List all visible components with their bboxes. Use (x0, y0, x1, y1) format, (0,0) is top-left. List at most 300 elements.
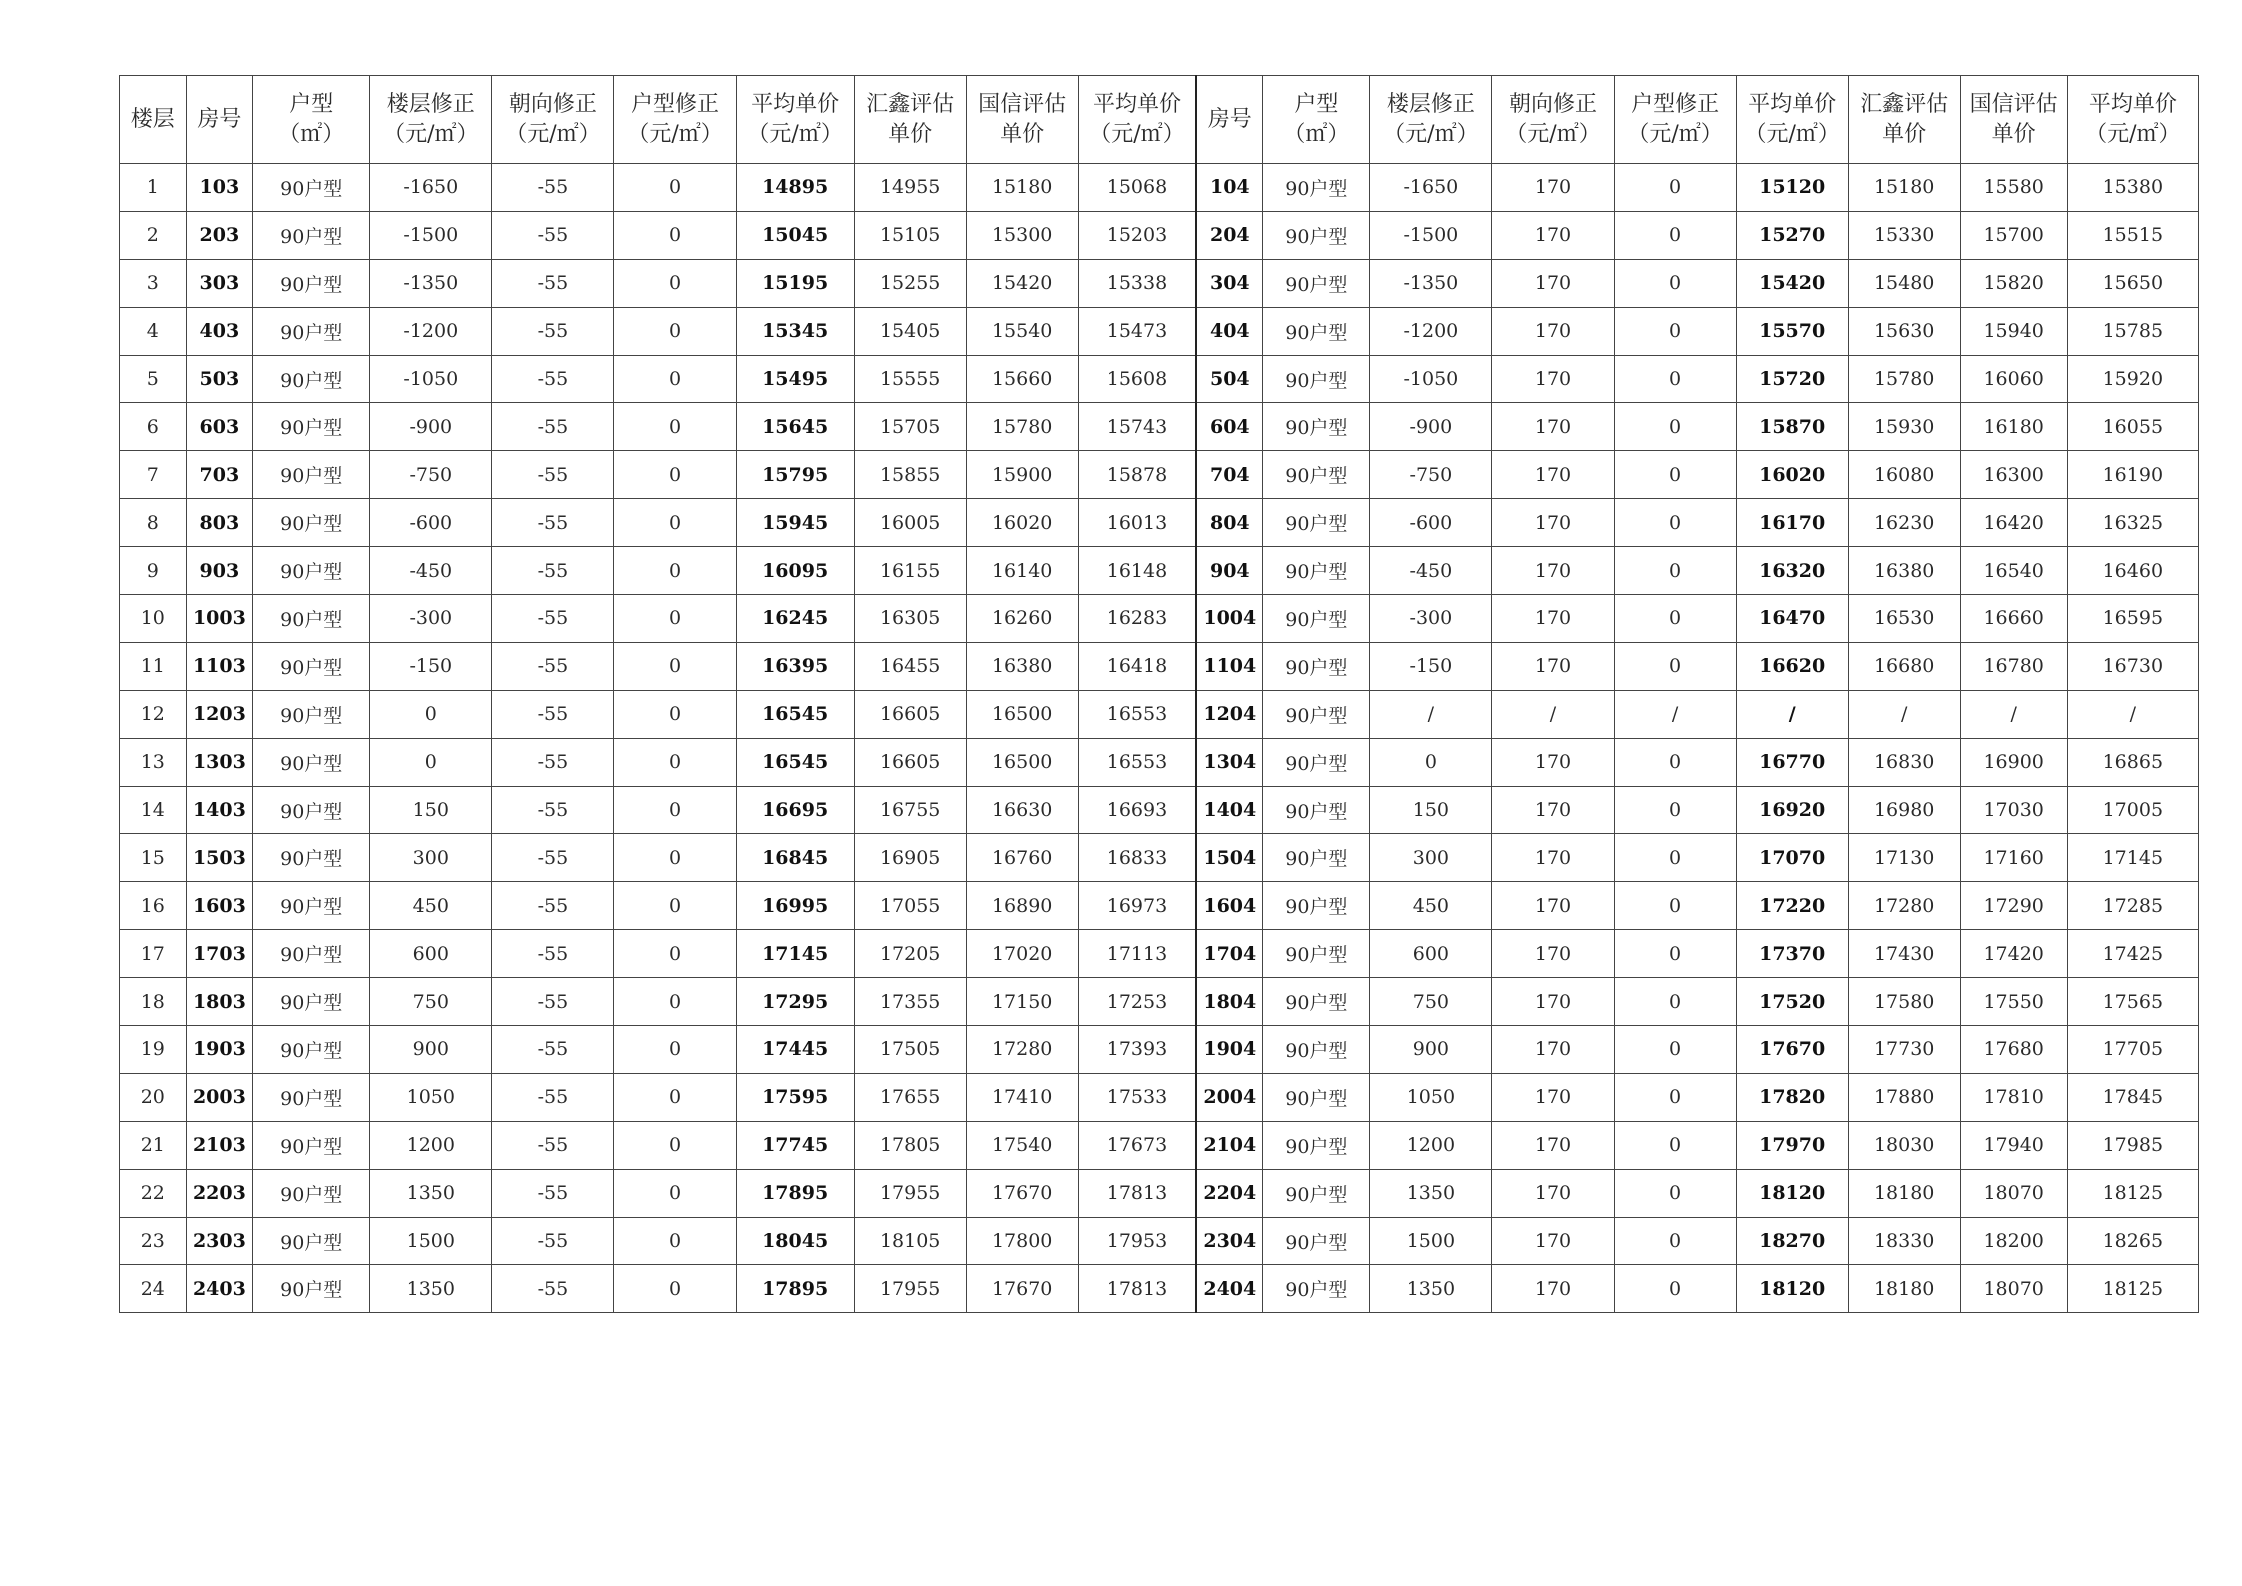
table-cell: 18120 (1736, 1169, 1848, 1217)
table-cell: 16500 (966, 738, 1078, 786)
table-row (120, 642, 2199, 690)
table-cell: / (1848, 690, 1960, 738)
table-cell: 16605 (854, 738, 966, 786)
table-cell: 2403 (186, 1265, 253, 1313)
table-cell: 16095 (736, 547, 854, 595)
column-header: 汇鑫评估 单价 (854, 76, 966, 164)
table-cell: 1500 (1370, 1217, 1492, 1265)
table-cell: 17580 (1848, 978, 1960, 1026)
table-cell: 16420 (1960, 499, 2067, 547)
table-cell: / (2067, 690, 2198, 738)
table-cell: 0 (614, 642, 736, 690)
table-cell: 17070 (1736, 834, 1848, 882)
table-cell: -55 (492, 978, 614, 1026)
table-cell: 17113 (1078, 930, 1196, 978)
table-cell: 90户型 (1263, 978, 1370, 1026)
table-cell: 0 (614, 211, 736, 259)
table-cell: 1304 (1196, 738, 1263, 786)
table-cell: 15338 (1078, 259, 1196, 307)
table-cell: 15878 (1078, 451, 1196, 499)
table-cell: 16300 (1960, 451, 2067, 499)
table-cell: 17445 (736, 1026, 854, 1074)
table-cell: 15570 (1736, 307, 1848, 355)
table-cell: 24 (120, 1265, 187, 1313)
table-cell: 603 (186, 403, 253, 451)
table-cell: 14 (120, 786, 187, 834)
column-header: 户型 （㎡） (253, 76, 370, 164)
table-cell: 15855 (854, 451, 966, 499)
table-cell: 504 (1196, 355, 1263, 403)
table-cell: 90户型 (253, 451, 370, 499)
table-cell: 17430 (1848, 930, 1960, 978)
table-cell: 170 (1492, 547, 1614, 595)
table-cell: 0 (1614, 547, 1736, 595)
table-cell: 18180 (1848, 1265, 1960, 1313)
table-cell: 600 (370, 930, 492, 978)
table-cell: 0 (1370, 738, 1492, 786)
table-cell: 16080 (1848, 451, 1960, 499)
table-cell: 15540 (966, 307, 1078, 355)
table-cell: 104 (1196, 164, 1263, 212)
table-row (120, 499, 2199, 547)
column-header: 汇鑫评估 单价 (1848, 76, 1960, 164)
table-cell: -55 (492, 259, 614, 307)
table-cell: 15180 (1848, 164, 1960, 212)
table-cell: 0 (614, 834, 736, 882)
table-cell: 0 (1614, 1217, 1736, 1265)
table-cell: 16470 (1736, 595, 1848, 643)
table-row (120, 690, 2199, 738)
table-row (120, 307, 2199, 355)
table-cell: 16553 (1078, 738, 1196, 786)
table-cell: 10 (120, 595, 187, 643)
table-row (120, 547, 2199, 595)
table-cell: 0 (1614, 451, 1736, 499)
table-cell: 0 (1614, 1169, 1736, 1217)
table-cell: 16865 (2067, 738, 2198, 786)
table-body (120, 164, 2199, 1313)
table-cell: 90户型 (253, 834, 370, 882)
table-cell: 704 (1196, 451, 1263, 499)
table-cell: 1500 (370, 1217, 492, 1265)
table-cell: 18070 (1960, 1169, 2067, 1217)
table-cell: 90户型 (1263, 547, 1370, 595)
table-cell: 2203 (186, 1169, 253, 1217)
table-cell: 90户型 (1263, 595, 1370, 643)
table-cell: 90户型 (253, 1217, 370, 1265)
table-cell: 170 (1492, 930, 1614, 978)
table-cell: 90户型 (1263, 211, 1370, 259)
table-row (120, 1265, 2199, 1313)
table-cell: 16730 (2067, 642, 2198, 690)
table-cell: 15555 (854, 355, 966, 403)
table-cell: 303 (186, 259, 253, 307)
table-cell: 15945 (736, 499, 854, 547)
table-cell: 17953 (1078, 1217, 1196, 1265)
table-cell: 17290 (1960, 882, 2067, 930)
table-cell: 17520 (1736, 978, 1848, 1026)
table-cell: 170 (1492, 642, 1614, 690)
table-cell: 0 (614, 690, 736, 738)
table-cell: 16760 (966, 834, 1078, 882)
table-cell: -55 (492, 355, 614, 403)
table-cell: 170 (1492, 451, 1614, 499)
table-cell: 17895 (736, 1265, 854, 1313)
table-cell: 170 (1492, 786, 1614, 834)
table-cell: 16013 (1078, 499, 1196, 547)
table-cell: 15300 (966, 211, 1078, 259)
table-cell: 90户型 (1263, 690, 1370, 738)
table-cell: 18330 (1848, 1217, 1960, 1265)
table-cell: 16545 (736, 690, 854, 738)
table-cell: 0 (1614, 403, 1736, 451)
table-cell: 3 (120, 259, 187, 307)
table-cell: 0 (1614, 211, 1736, 259)
table-cell: 17253 (1078, 978, 1196, 1026)
table-cell: 304 (1196, 259, 1263, 307)
table-cell: 1603 (186, 882, 253, 930)
table-cell: 90户型 (253, 1265, 370, 1313)
table-cell: 17285 (2067, 882, 2198, 930)
table-cell: 2 (120, 211, 187, 259)
table-cell: 703 (186, 451, 253, 499)
table-cell: 15820 (1960, 259, 2067, 307)
table-cell: -450 (370, 547, 492, 595)
table-cell: 15515 (2067, 211, 2198, 259)
table-cell: 1200 (1370, 1121, 1492, 1169)
table-cell: 90户型 (1263, 499, 1370, 547)
table-cell: 170 (1492, 211, 1614, 259)
table-cell: 18 (120, 978, 187, 1026)
table-cell: 7 (120, 451, 187, 499)
table-cell: 17150 (966, 978, 1078, 1026)
table-cell: 17355 (854, 978, 966, 1026)
table-cell: 17550 (1960, 978, 2067, 1026)
table-row (120, 1121, 2199, 1169)
table-row (120, 882, 2199, 930)
table-cell: 15870 (1736, 403, 1848, 451)
table-cell: 170 (1492, 307, 1614, 355)
table-cell: 18180 (1848, 1169, 1960, 1217)
table-row (120, 595, 2199, 643)
table-cell: 2204 (1196, 1169, 1263, 1217)
table-cell: 170 (1492, 738, 1614, 786)
table-cell: 1350 (370, 1265, 492, 1313)
table-cell: 17 (120, 930, 187, 978)
table-cell: 16020 (966, 499, 1078, 547)
table-cell: 90户型 (1263, 786, 1370, 834)
table-cell: 16780 (1960, 642, 2067, 690)
table-cell: -1500 (1370, 211, 1492, 259)
table-cell: 15630 (1848, 307, 1960, 355)
table-cell: 90户型 (1263, 451, 1370, 499)
table-cell: 18265 (2067, 1217, 2198, 1265)
table-cell: 170 (1492, 882, 1614, 930)
table-cell: 0 (1614, 1121, 1736, 1169)
table-cell: 1804 (1196, 978, 1263, 1026)
table-cell: 0 (1614, 355, 1736, 403)
table-cell: 0 (1614, 882, 1736, 930)
table-cell: 17985 (2067, 1121, 2198, 1169)
table-cell: 2303 (186, 1217, 253, 1265)
table-cell: 16833 (1078, 834, 1196, 882)
table-cell: -55 (492, 1265, 614, 1313)
table-cell: 17813 (1078, 1265, 1196, 1313)
table-cell: 300 (370, 834, 492, 882)
table-cell: 17673 (1078, 1121, 1196, 1169)
table-cell: 150 (370, 786, 492, 834)
table-cell: 2004 (1196, 1073, 1263, 1121)
table-cell: 17940 (1960, 1121, 2067, 1169)
table-cell: 1350 (370, 1169, 492, 1217)
table-cell: -750 (1370, 451, 1492, 499)
table-cell: 17800 (966, 1217, 1078, 1265)
table-cell: 15780 (1848, 355, 1960, 403)
table-cell: 15608 (1078, 355, 1196, 403)
table-cell: 15420 (1736, 259, 1848, 307)
table-cell: 16605 (854, 690, 966, 738)
table-cell: 0 (614, 978, 736, 1026)
table-cell: 0 (1614, 1265, 1736, 1313)
table-cell: 0 (614, 786, 736, 834)
table-cell: 17955 (854, 1265, 966, 1313)
table-cell: 0 (614, 595, 736, 643)
table-cell: 15743 (1078, 403, 1196, 451)
table-cell: 17895 (736, 1169, 854, 1217)
table-cell: -600 (1370, 499, 1492, 547)
table-cell: 904 (1196, 547, 1263, 595)
table-cell: 170 (1492, 355, 1614, 403)
table-cell: 90户型 (253, 882, 370, 930)
table-cell: 21 (120, 1121, 187, 1169)
table-cell: 90户型 (1263, 642, 1370, 690)
table-cell: 18105 (854, 1217, 966, 1265)
table-cell: 1 (120, 164, 187, 212)
table-cell: 0 (370, 690, 492, 738)
table-cell: -55 (492, 930, 614, 978)
table-cell: 16693 (1078, 786, 1196, 834)
table-cell: 170 (1492, 1169, 1614, 1217)
table-cell: 18125 (2067, 1265, 2198, 1313)
table-cell: 16230 (1848, 499, 1960, 547)
table-cell: 15195 (736, 259, 854, 307)
table-cell: -55 (492, 834, 614, 882)
table-cell: 16283 (1078, 595, 1196, 643)
table-cell: 16680 (1848, 642, 1960, 690)
table-row (120, 1026, 2199, 1074)
table-cell: 0 (614, 1169, 736, 1217)
table-cell: 90户型 (1263, 403, 1370, 451)
table-cell: 17730 (1848, 1026, 1960, 1074)
table-cell: 90户型 (1263, 834, 1370, 882)
table-cell: 17370 (1736, 930, 1848, 978)
table-cell: 15120 (1736, 164, 1848, 212)
table-cell: 16170 (1736, 499, 1848, 547)
table-cell: 15105 (854, 211, 966, 259)
table-cell: 16900 (1960, 738, 2067, 786)
table-cell: -55 (492, 690, 614, 738)
table-cell: 1904 (1196, 1026, 1263, 1074)
table-cell: 403 (186, 307, 253, 355)
table-cell: 17880 (1848, 1073, 1960, 1121)
table-cell: 0 (614, 1073, 736, 1121)
table-cell: 17565 (2067, 978, 2198, 1026)
table-cell: 90户型 (253, 259, 370, 307)
table-cell: 90户型 (253, 1026, 370, 1074)
table-cell: 0 (1614, 164, 1736, 212)
column-header: 楼层修正 （元/㎡） (1370, 76, 1492, 164)
table-cell: -450 (1370, 547, 1492, 595)
table-cell: 9 (120, 547, 187, 595)
table-cell: 15780 (966, 403, 1078, 451)
table-cell: 16395 (736, 642, 854, 690)
table-cell: 0 (614, 499, 736, 547)
table-cell: 15330 (1848, 211, 1960, 259)
table-row (120, 1169, 2199, 1217)
table-cell: 170 (1492, 1217, 1614, 1265)
table-cell: 1350 (1370, 1265, 1492, 1313)
table-cell: 750 (370, 978, 492, 1026)
table-cell: 15473 (1078, 307, 1196, 355)
table-row (120, 259, 2199, 307)
table-cell: 404 (1196, 307, 1263, 355)
table-cell: 17145 (736, 930, 854, 978)
table-cell: -55 (492, 1026, 614, 1074)
table-cell: 0 (1614, 786, 1736, 834)
table-cell: 90户型 (253, 978, 370, 1026)
table-cell: / (1736, 690, 1848, 738)
table-cell: 15920 (2067, 355, 2198, 403)
table-cell: 90户型 (253, 211, 370, 259)
table-cell: 17745 (736, 1121, 854, 1169)
table-cell: 1350 (1370, 1169, 1492, 1217)
table-cell: 1050 (1370, 1073, 1492, 1121)
table-cell: 170 (1492, 834, 1614, 882)
table-cell: 1703 (186, 930, 253, 978)
table-cell: 15785 (2067, 307, 2198, 355)
table-cell: -1050 (1370, 355, 1492, 403)
table-cell: 16455 (854, 642, 966, 690)
table-cell: 90户型 (253, 786, 370, 834)
table-cell: 90户型 (1263, 930, 1370, 978)
table-cell: 170 (1492, 164, 1614, 212)
table-cell: 8 (120, 499, 187, 547)
table-cell: 17420 (1960, 930, 2067, 978)
table-cell: 804 (1196, 499, 1263, 547)
table-cell: 15930 (1848, 403, 1960, 451)
table-cell: 17055 (854, 882, 966, 930)
table-cell: 1303 (186, 738, 253, 786)
table-cell: 900 (1370, 1026, 1492, 1074)
table-cell: 17810 (1960, 1073, 2067, 1121)
table-cell: -1200 (1370, 307, 1492, 355)
table-cell: 170 (1492, 259, 1614, 307)
table-cell: 90户型 (253, 1073, 370, 1121)
table-cell: 0 (614, 259, 736, 307)
table-cell: 17205 (854, 930, 966, 978)
table-cell: 1503 (186, 834, 253, 882)
table-cell: 90户型 (1263, 164, 1370, 212)
table-cell: 16660 (1960, 595, 2067, 643)
table-row (120, 738, 2199, 786)
table-cell: 14895 (736, 164, 854, 212)
table-cell: 0 (614, 1217, 736, 1265)
table-cell: 1604 (1196, 882, 1263, 930)
table-cell: 0 (1614, 642, 1736, 690)
table-cell: 16905 (854, 834, 966, 882)
table-cell: 16155 (854, 547, 966, 595)
table-cell: 17295 (736, 978, 854, 1026)
table-cell: 1704 (1196, 930, 1263, 978)
table-cell: -300 (370, 595, 492, 643)
table-cell: 90户型 (1263, 1169, 1370, 1217)
table-cell: 900 (370, 1026, 492, 1074)
table-cell: 15650 (2067, 259, 2198, 307)
table-cell: 90户型 (253, 547, 370, 595)
table-header-row (120, 76, 2199, 164)
table-cell: 90户型 (1263, 307, 1370, 355)
table-cell: 750 (1370, 978, 1492, 1026)
table-cell: 0 (614, 164, 736, 212)
table-cell: 5 (120, 355, 187, 403)
table-cell: 90户型 (1263, 259, 1370, 307)
table-cell: / (1960, 690, 2067, 738)
table-cell: 450 (370, 882, 492, 930)
table-cell: 0 (614, 882, 736, 930)
table-cell: 16418 (1078, 642, 1196, 690)
table-cell: 15645 (736, 403, 854, 451)
column-header: 国信评估 单价 (1960, 76, 2067, 164)
table-cell: -55 (492, 738, 614, 786)
table-cell: -900 (370, 403, 492, 451)
table-cell: 15900 (966, 451, 1078, 499)
table-cell: -55 (492, 1121, 614, 1169)
table-cell: 90户型 (253, 1169, 370, 1217)
table-cell: -55 (492, 499, 614, 547)
table-cell: -1500 (370, 211, 492, 259)
table-cell: 15405 (854, 307, 966, 355)
table-cell: -1650 (1370, 164, 1492, 212)
table-cell: 22 (120, 1169, 187, 1217)
column-header: 楼层修正 （元/㎡） (370, 76, 492, 164)
table-cell: 90户型 (253, 642, 370, 690)
column-header: 平均单价 （元/㎡） (2067, 76, 2198, 164)
table-cell: 90户型 (253, 164, 370, 212)
table-cell: 0 (370, 738, 492, 786)
table-cell: 90户型 (253, 595, 370, 643)
table-cell: 17670 (1736, 1026, 1848, 1074)
table-cell: 16320 (1736, 547, 1848, 595)
table-cell: 0 (614, 930, 736, 978)
table-cell: 2404 (1196, 1265, 1263, 1313)
table-cell: 18125 (2067, 1169, 2198, 1217)
table-cell: 2104 (1196, 1121, 1263, 1169)
table-cell: 16755 (854, 786, 966, 834)
table-cell: 20 (120, 1073, 187, 1121)
table-cell: 1103 (186, 642, 253, 690)
table-row (120, 930, 2199, 978)
table-cell: 0 (1614, 259, 1736, 307)
table-cell: / (1492, 690, 1614, 738)
table-cell: 17820 (1736, 1073, 1848, 1121)
table-cell: 2103 (186, 1121, 253, 1169)
table-cell: 1004 (1196, 595, 1263, 643)
column-header: 国信评估 单价 (966, 76, 1078, 164)
table-cell: 16148 (1078, 547, 1196, 595)
table-cell: 16920 (1736, 786, 1848, 834)
table-cell: 15 (120, 834, 187, 882)
table-cell: 4 (120, 307, 187, 355)
